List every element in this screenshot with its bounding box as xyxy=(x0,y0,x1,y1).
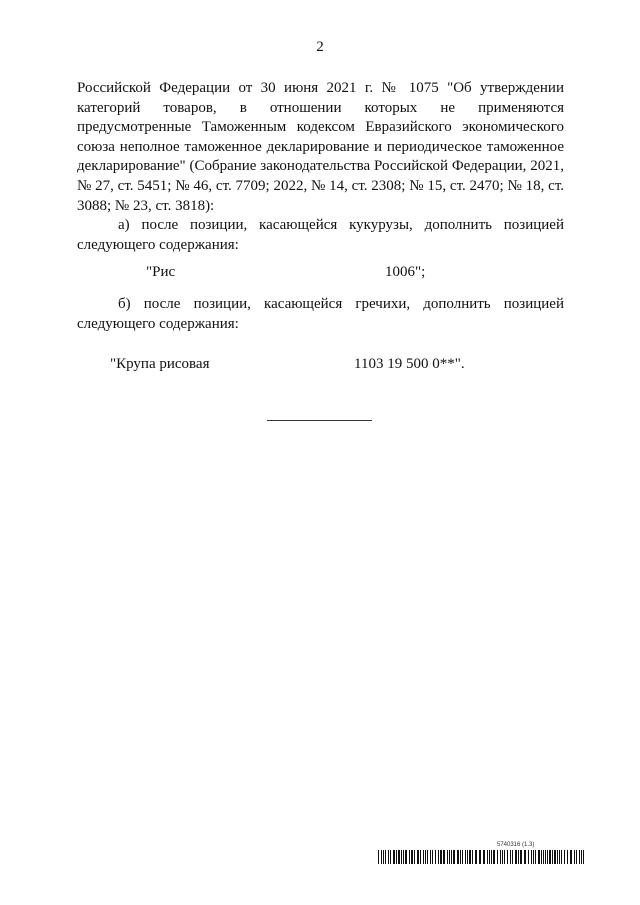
entry-a-code: 1006"; xyxy=(385,264,426,280)
entry-a-name: "Рис xyxy=(146,264,176,280)
page-number: 2 xyxy=(316,39,324,55)
entry-b-code: 1103 19 500 0**". xyxy=(354,356,465,372)
entry-b-name: "Крупа рисовая xyxy=(110,356,210,372)
item-b-block xyxy=(77,295,564,334)
document-body xyxy=(77,79,564,255)
document-stamp-code: 5740316 (1.3) xyxy=(497,842,535,848)
closing-rule xyxy=(267,420,372,421)
item-b: б) после позиции, касающейся гречихи, дополнить позицией следующего содержания: xyxy=(77,296,564,332)
barcode xyxy=(378,850,586,864)
item-a: а) после позиции, касающейся кукурузы, дополнить позицией следующего содержания: xyxy=(77,217,564,253)
paragraph-main: Российской Федерации от 30 июня 2021 г. № 1075 "Об утверждении категорий товаров, в отношении которых не применяются предусмотренные Таможенным кодексом Евразийского экономического союза неполное таможенное декларирование и периодическое таможенное декларирование" (Собрание законодательства Российской Федерации, 2021, № 27, ст. 5451; № 46, ст. 7709; 2022, № 14, ст. 2308; № 15, ст. 2470; № 18, ст. 3088; № 23, ст. 3818): xyxy=(77,80,564,214)
